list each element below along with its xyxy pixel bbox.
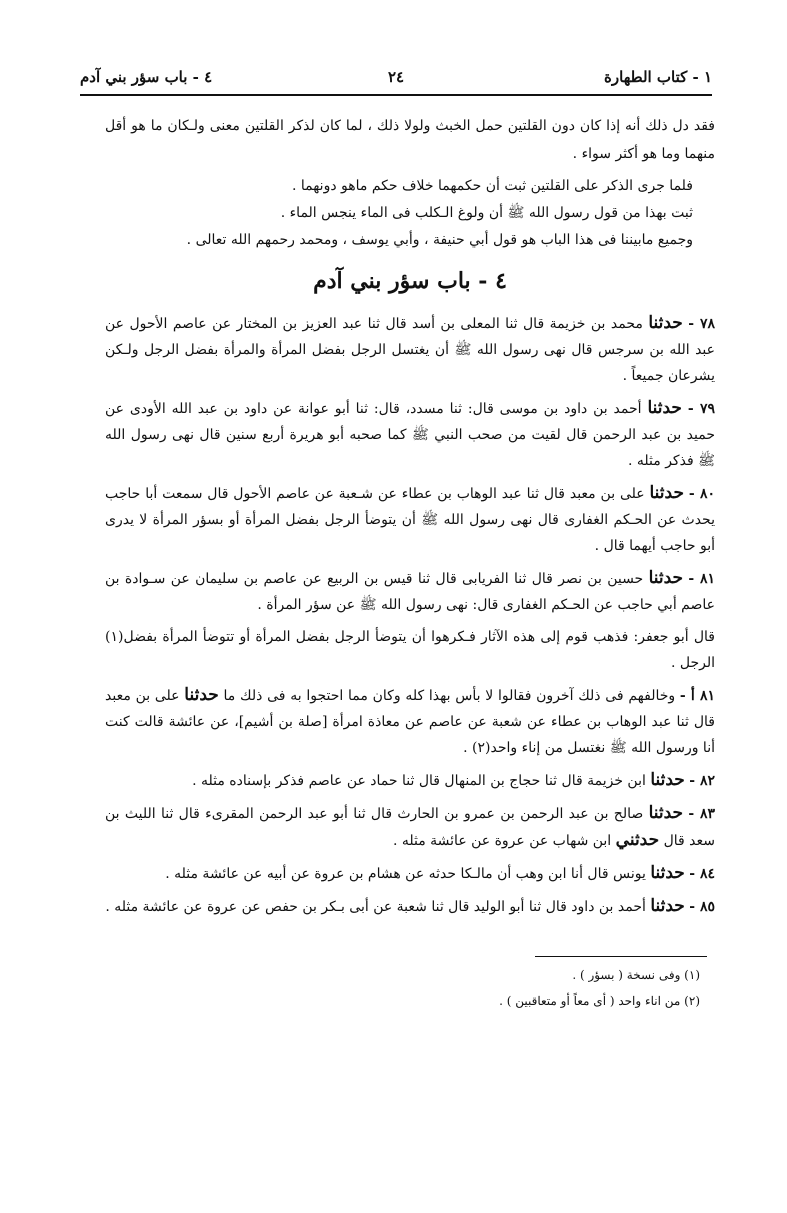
hadith-number: ٨١ - (688, 571, 716, 587)
abu-jafar-comment: قال أبو جعفر: فذهب قوم إلى هذه الآثار فـكرهوا أن يتوضأ الرجل بفضل المرأة أو تتوضأ المرأة بفضل(١) الرجل . (105, 629, 715, 671)
footnote-rule (535, 956, 707, 957)
hadith-text: صالح بن عبد الرحمن بن عمرو بن الحارث قال ثنا أبو عبد الرحمن المقرىء قال ثنا الليث بن سعد قال (105, 806, 715, 849)
running-chapter-title: ٤ - باب سؤر بني آدم (80, 68, 213, 86)
chapter-heading: ٤ - باب سؤر بني آدم (313, 268, 507, 294)
intro-statement: وجميع مابيننا فى هذا الباب هو قول أبي حنيفة ، وأبي يوسف ، ومحمد رحمهم الله تعالى . (186, 232, 693, 248)
hadith-79 (105, 395, 715, 474)
header-rule (80, 94, 712, 96)
tahdith-word: حدثنا (650, 863, 685, 883)
tahdith-word: حدثنا (647, 398, 682, 418)
hadith-text: على بن معبد قال ثنا عبد الوهاب بن عطاء عن شعبة عن عاصم عن معاذة امرأة [صلة بن أشيم]، عن عائشة قالت كنت أنا ورسول الله ﷺ نغتسل من إناء واحد(٢) . (105, 688, 715, 756)
hadith-text: حسين بن نصر قال ثنا الفريابى قال ثنا قيس بن الربيع عن عاصم بن سليمان عن سـوادة بن عاصم أبي حاجب عن الحـكم الغفارى قال: نهى رسول الله ﷺ عن سؤر المرأة . (105, 571, 715, 613)
hadith-text: ابن خزيمة قال ثنا حجاج بن المنهال قال ثنا حماد عن عاصم فذكر بإسناده مثله . (192, 773, 646, 789)
hadith-number: ٨١ أ - (679, 688, 716, 704)
hadith-78 (105, 310, 715, 389)
tahdith-word: حدثني (615, 830, 660, 850)
hadith-83 (105, 800, 715, 854)
page-body (105, 112, 715, 926)
intro-statement: فلما جرى الذكر على القلتين ثبت أن حكمهما خلاف حكم ماهو دونهما . (291, 178, 693, 194)
hadith-81a (105, 682, 715, 761)
hadith-82 (105, 767, 715, 794)
tahdith-word: حدثنا (650, 896, 685, 916)
hadith-text: أحمد بن داود بن موسى قال: ثنا مسدد، قال: ثنا أبو عوانة عن داود بن عبد الله الأودى عن حميد بن عبد الرحمن قال لقيت من صحب النبي ﷺ كما صحبه أبو هريرة أربع سنين قال نهى رسول الله ﷺ فذكر مثله . (105, 401, 715, 469)
hadith-text: محمد بن خزيمة قال ثنا المعلى بن أسد قال ثنا عبد العزيز بن المختار عن عاصم الأحول عن عبد الله بن سرجس قال نهى رسول الله ﷺ أن يغتسل الرجل بفضل المرأة والمرأة بفضل الرجل ولـكن يشرعان جميعاً . (105, 316, 715, 384)
footnotes (300, 962, 700, 1014)
hadith-number: ٨٢ - (689, 773, 715, 789)
hadith-number: ٧٨ - (688, 316, 716, 332)
page-number: ٢٤ (387, 68, 405, 86)
footnote: (٢) من اناء واحد ( أى معاً أو متعاقبين ) . (499, 994, 700, 1008)
hadith-81 (105, 565, 715, 618)
hadith-number: ٨٥ - (689, 899, 715, 915)
hadith-text: ابن شهاب عن عروة عن عائشة مثله . (392, 833, 612, 849)
tahdith-word: حدثنا (648, 313, 683, 333)
hadith-80 (105, 480, 715, 559)
hadith-number: ٨٤ - (689, 866, 715, 882)
tahdith-word: حدثنا (650, 770, 685, 790)
intro-paragraph: فقد دل ذلك أنه إذا كان دون القلتين حمل الخبث ولولا ذلك ، لما كان لذكر القلتين معنى ولـكان ما هو أقل منهما وما هو أكثر سواء . (105, 118, 715, 162)
tahdith-word: حدثنا (184, 685, 219, 705)
hadith-84 (105, 860, 715, 887)
tahdith-word: حدثنا (648, 568, 684, 588)
hadith-text: أحمد بن داود قال ثنا أبو الوليد قال ثنا شعبة عن أبى بـكر بن حفص عن عروة عن عائشة مثله . (105, 899, 646, 915)
hadith-text: وخالفهم فى ذلك آخرون فقالوا لا بأس بهذا كله وكان مما احتجوا به فى ذلك ما (223, 688, 676, 704)
hadith-number: ٨٠ - (688, 486, 716, 502)
page-header (80, 62, 712, 96)
hadith-text: على بن معبد قال ثنا عبد الوهاب بن عطاء عن شـعبة عن عاصم الأحول قال سمعت أبا حاجب يحدث عن الحـكم الغفارى قال نهى رسول الله ﷺ أن يتوضأ الرجل بفضل المرأة أو بسؤر المرأة لا يدرى أبو حاجب أيهما قال . (105, 486, 715, 554)
hadith-85 (105, 893, 715, 920)
intro-statement: ثبت بهذا من قول رسول الله ﷺ أن ولوغ الـكلب فى الماء ينجس الماء . (280, 205, 693, 221)
hadith-text: يونس قال أنا ابن وهب أن مالـكا حدثه عن هشام بن عروة عن أبيه عن عائشة مثله . (165, 866, 646, 882)
tahdith-word: حدثنا (648, 803, 684, 823)
book-title: ١ - كتاب الطهارة (604, 68, 712, 86)
hadith-number: ٨٣ - (688, 806, 716, 822)
footnote: (١) وفى نسخة ( بسؤر ) . (572, 968, 700, 982)
tahdith-word: حدثنا (649, 483, 684, 503)
hadith-number: ٧٩ - (687, 401, 715, 417)
